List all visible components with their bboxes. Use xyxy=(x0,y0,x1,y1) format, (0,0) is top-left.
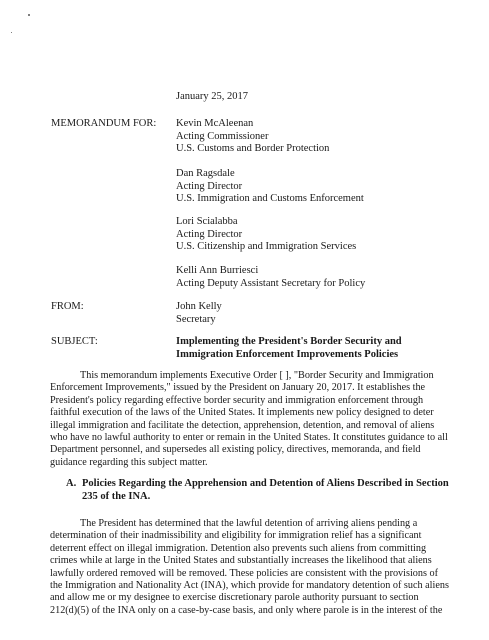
paragraph-line: The President has determined that the lawful detention of arriving aliens pending a xyxy=(80,518,418,529)
recipient-2 xyxy=(176,168,364,206)
recipient-name: Kevin McAleenan xyxy=(176,118,254,129)
memorandum-for-label: MEMORANDUM FOR: xyxy=(51,118,157,129)
paragraph-line: This memorandum implements Executive Order [ ], "Border Security and Immigration xyxy=(80,370,434,381)
paragraph-line: crimes while at large in the United States and substantially increases the likelihood that aliens xyxy=(50,555,432,567)
from-name: John Kelly xyxy=(176,301,222,312)
from-block xyxy=(176,301,222,326)
paragraph-line: illegal immigration and facilitate the detection, apprehension, detention, and removal of aliens xyxy=(50,419,435,431)
section-a-heading xyxy=(66,478,449,503)
paragraph-line: the Immigration and Nationality Act (INA), which provide for mandatory detention of such aliens xyxy=(50,580,449,592)
recipient-name: Kelli Ann Burriesci xyxy=(176,265,259,276)
scan-speck xyxy=(28,14,30,16)
recipient-1 xyxy=(176,118,329,156)
paragraph-line: determination of their inadmissibility and eligibility for immigration relief has a significant xyxy=(50,530,422,542)
subject-line: Implementing the President's Border Security and xyxy=(176,336,402,347)
recipient-agency: U.S. Customs and Border Protection xyxy=(176,143,330,154)
recipient-name: Dan Ragsdale xyxy=(176,168,235,179)
scan-speck xyxy=(11,32,12,33)
recipient-title: Acting Director xyxy=(176,180,243,192)
memo-date: January 25, 2017 xyxy=(176,91,249,102)
recipient-title: Acting Director xyxy=(176,228,243,240)
from-title: Secretary xyxy=(176,313,216,325)
paragraph-line: who have no lawful authority to enter or remain in the United States. It constitutes guidance to all xyxy=(50,432,448,444)
paragraph-line: President's policy regarding effective border security and immigration enforcement through xyxy=(50,394,424,406)
subject-line: Immigration Enforcement Improvements Policies xyxy=(176,348,399,360)
paragraph-line: lawfully ordered removed will be removed. These policies are consistent with the provisions of xyxy=(50,567,438,579)
paragraph-line: guidance regarding this subject matter. xyxy=(50,456,208,468)
recipient-agency: U.S. Citizenship and Immigration Services xyxy=(176,241,357,252)
subject-label: SUBJECT: xyxy=(51,336,98,347)
recipient-3 xyxy=(176,216,356,254)
section-a-paragraph xyxy=(50,518,449,617)
paragraph-line: Enforcement Improvements," issued by the President on January 20, 2017. It establishes the xyxy=(50,382,426,394)
paragraph-line: deterrent effect on illegal immigration. Detention also prevents such aliens from committing xyxy=(50,542,427,554)
recipient-4 xyxy=(176,265,365,290)
from-label: FROM: xyxy=(51,301,84,312)
section-title: Policies Regarding the Apprehension and Detention of Aliens Described in Section xyxy=(82,478,449,489)
section-title: 235 of the INA. xyxy=(82,490,151,502)
paragraph-line: 212(d)(5) of the INA only on a case-by-case basis, and only where parole is in the interest of the xyxy=(50,604,443,616)
recipient-title: Acting Deputy Assistant Secretary for Policy xyxy=(176,277,366,289)
subject-text xyxy=(176,336,402,361)
paragraph-line: and allow me or my designee to exercise discretionary parole authority pursuant to section xyxy=(50,592,419,604)
paragraph-line: faithful execution of the laws of the United States. It implements new policy designed to deter xyxy=(50,407,434,419)
paragraph-line: Department personnel, and supersedes all existing policy, directives, memoranda, and field xyxy=(50,444,421,456)
intro-paragraph xyxy=(50,370,448,469)
recipient-name: Lori Scialabba xyxy=(176,216,238,227)
recipient-title: Acting Commissioner xyxy=(176,130,269,142)
recipient-agency: U.S. Immigration and Customs Enforcement xyxy=(176,193,364,204)
section-marker: A. xyxy=(66,478,77,489)
